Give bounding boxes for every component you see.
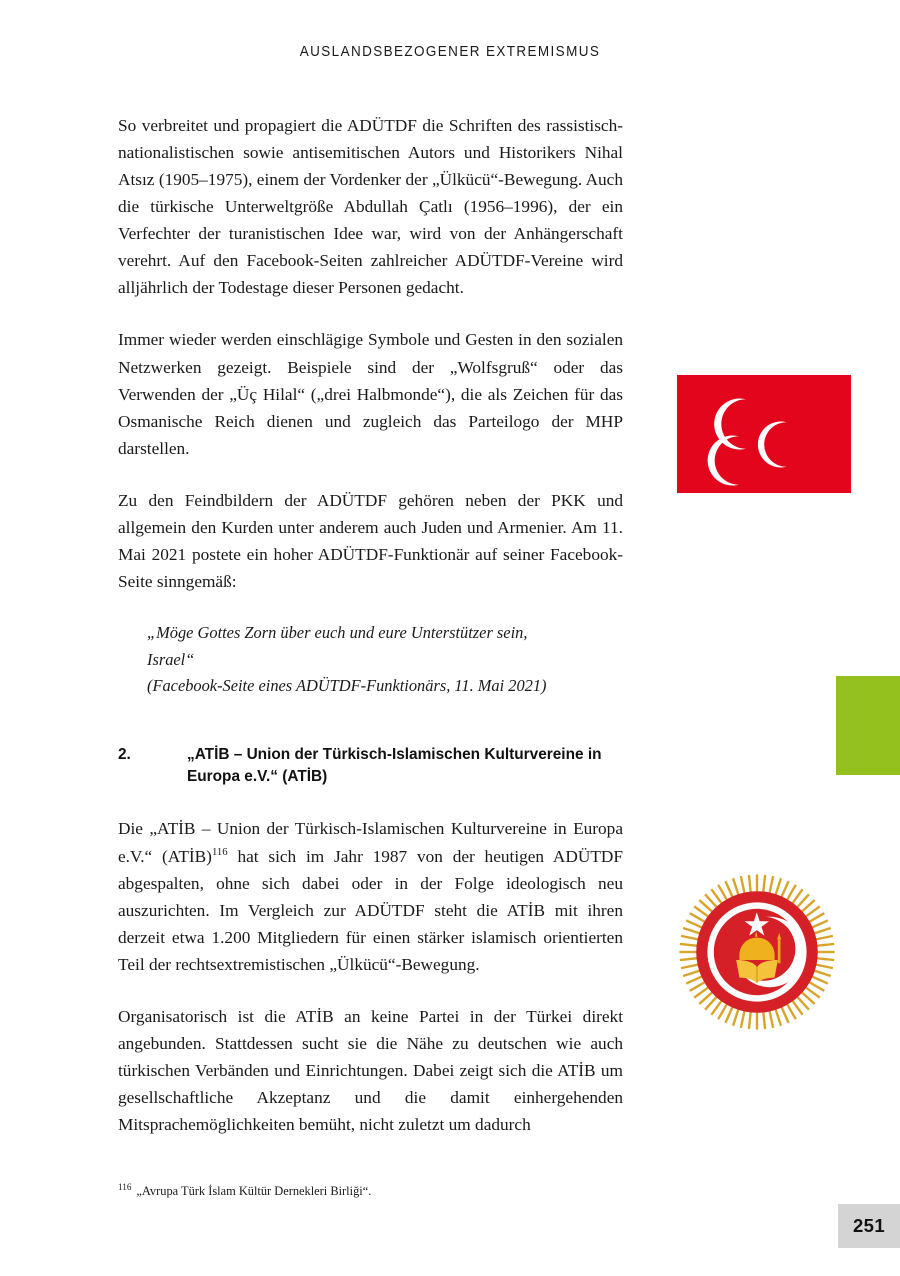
- quote-line-second: Israel“: [147, 649, 195, 669]
- section-heading-number: 2.: [118, 745, 131, 763]
- paragraph-aduetdf-schriften: So verbreitet und propagiert die ADÜTDF die Schriften des rassistisch-nationalistischen sowie antisemitischen Autors und Historikers Nihal Atsız (1905–1975), einem der Vordenker der „Ülkücü“-Bewegung. Auch die türkische Unterweltgröße Abdullah Çatlı (1956–1996), der ein Verfechter der turanistischen Idee war, wird von der Anhängerschaft verehrt. Auf den Facebook-Seiten zahlreicher ADÜTDF-Vereine wird alljährlich der Todestage dieser Personen gedacht.: [118, 116, 623, 298]
- page-number: 251: [852, 1215, 886, 1236]
- paragraph-feindbilder: Zu den Feindbildern der ADÜTDF gehören neben der PKK und allgemein den Kurden unter anderem auch Juden und Armenier. Am 11. Mai 2021 postete ein hoher ADÜTDF-Funktionär auf seiner Facebook-Seite sinngemäß:: [118, 490, 623, 591]
- quote-source: (Facebook-Seite eines ADÜTDF-Funktionärs, 11. Mai 2021): [147, 676, 547, 696]
- atib-logo-image: [677, 872, 837, 1032]
- section-heading: [118, 744, 623, 788]
- running-header: AUSLANDSBEZOGENER EXTREMISMUS: [299, 44, 601, 60]
- paragraph-atib-organisatorisch: Organisatorisch ist die ATİB an keine Partei in der Türkei direkt angebunden. Stattdessen sucht sie die Nähe zu deutschen wie auch türkischen Verbänden und Einrichtungen. Dabei zeigt sich die ATİB um gesellschaftliche Akzeptanz und die damit einhergehenden Mitsprachemöglichkeiten bemüht, nicht zuletzt um dadurch: [118, 1006, 623, 1135]
- text-column: [118, 112, 623, 1138]
- chapter-color-tab: [836, 676, 900, 775]
- section-heading-title: „ATİB – Union der Türkisch-Islamischen Kulturvereine in Europa e.V.“ (ATİB): [187, 745, 602, 785]
- footnote-reference-116[interactable]: 116: [211, 845, 228, 858]
- paragraph-atib-text-before-footnote: Die „ATİB – Union der Türkisch-Islamischen Kulturvereine in Europa e.V.“ (ATİB): [118, 819, 623, 866]
- footnote-area: [118, 1183, 678, 1200]
- paragraph-atib-text-after-footnote: hat sich im Jahr 1987 von der heutigen ADÜTDF abgespalten, ohne sich dabei oder in der Folge ideologisch neu auszurichten. Im Vergleich zur ADÜTDF steht die ATİB mit ihren derzeit etwa 1.200 Mitgliedern für einen stärker islamisch orientierten Teil der rechtsextremistischen „Ülkücü“-Bewegung.: [118, 846, 623, 974]
- quote-line-first: „Möge Gottes Zorn über euch und eure Unterstützer sein,: [147, 623, 528, 642]
- pull-quote: [118, 620, 623, 700]
- footnote-text: „Avrupa Türk İslam Kültür Dernekleri Birliği“.: [136, 1184, 372, 1198]
- mhp-flag-image: [677, 375, 851, 493]
- paragraph-atib-abspaltung: [118, 815, 623, 977]
- footnote-number: 116: [118, 1181, 132, 1192]
- paragraph-symbole-gesten: Immer wieder werden einschlägige Symbole und Gesten in den sozialen Netzwerken gezeigt. Beispiele sind der „Wolfsgruß“ oder das Verwenden der „Üç Hilal“ („drei Halbmonde“), die als Zeichen für das Osmanische Reich dienen und zugleich das Parteilogo der MHP darstellen.: [118, 330, 623, 458]
- page-number-box: [838, 1204, 900, 1248]
